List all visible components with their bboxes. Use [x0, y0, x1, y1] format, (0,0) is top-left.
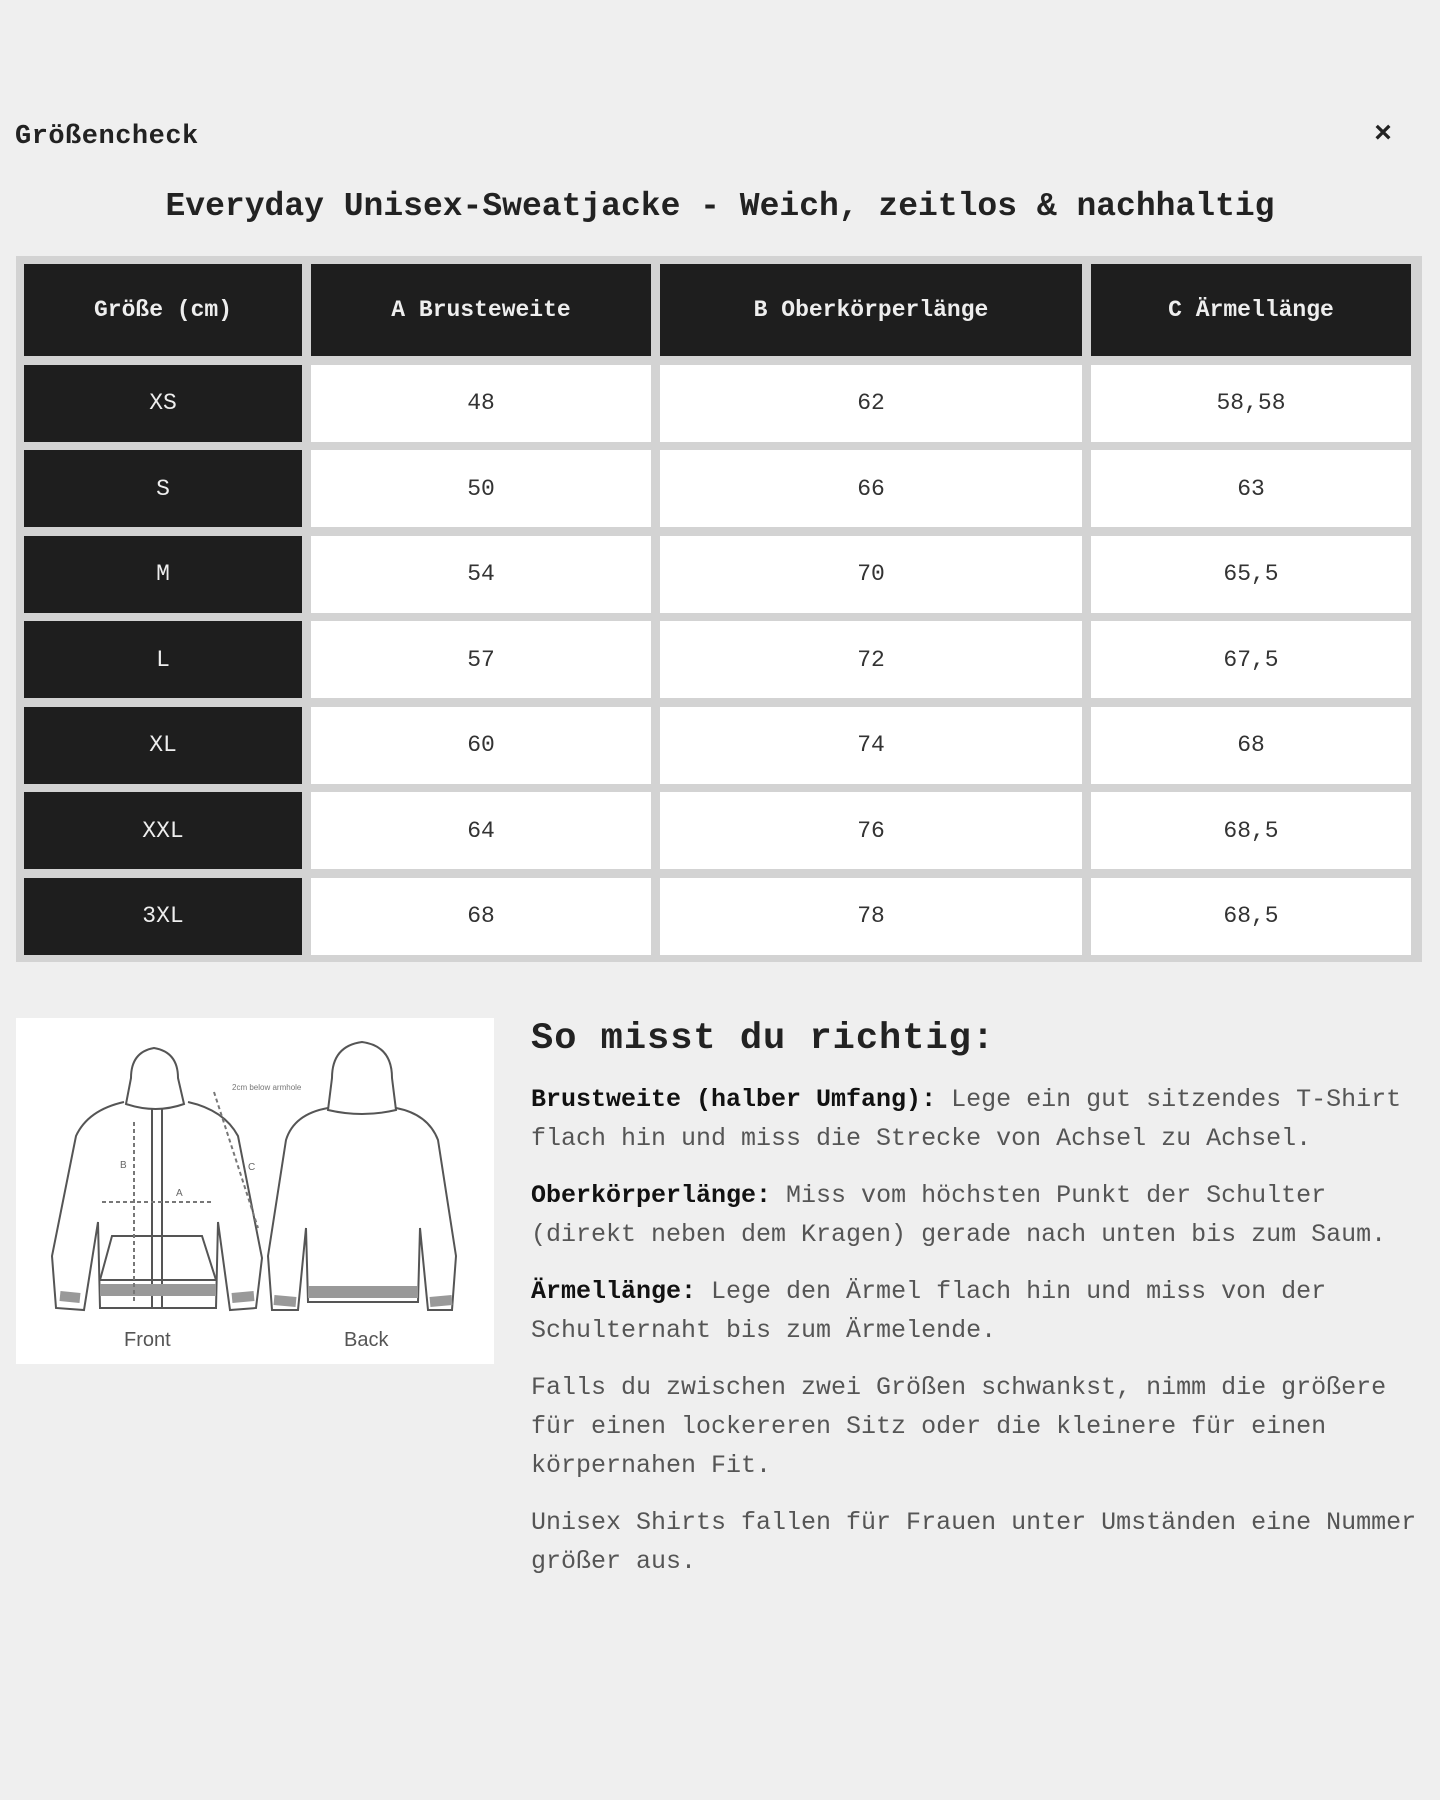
cell-chest: 54 [311, 536, 651, 613]
back-label: Back [344, 1329, 389, 1351]
size-label: XL [24, 707, 302, 784]
cell-torso: 62 [660, 365, 1082, 442]
sleeve-label: Ärmellänge: [531, 1277, 697, 1306]
size-table [16, 256, 1422, 962]
guide-title: So misst du richtig: [531, 1018, 996, 1060]
marker-c: C [248, 1162, 256, 1173]
cell-torso: 70 [660, 536, 1082, 613]
armhole-note: 2cm below armhole [232, 1083, 302, 1092]
header-sleeve: C Ärmellänge [1091, 264, 1411, 356]
header-chest: A Brusteweite [311, 264, 651, 356]
cell-sleeve: 58,58 [1091, 365, 1411, 442]
chest-label: Brustweite (halber Umfang): [531, 1085, 937, 1114]
torso-instruction [531, 1176, 1421, 1254]
front-body [52, 1102, 262, 1310]
cell-sleeve: 68,5 [1091, 878, 1411, 955]
product-title: Everyday Unisex-Sweatjacke - Weich, zeitlos & nachhaltig [165, 188, 1275, 225]
cell-sleeve: 67,5 [1091, 621, 1411, 698]
size-label: S [24, 450, 302, 527]
header-torso: B Oberkörperlänge [660, 264, 1082, 356]
cell-chest: 50 [311, 450, 651, 527]
measurement-illustration [16, 1018, 494, 1364]
cell-torso: 76 [660, 792, 1082, 869]
sleeve-text: Lege den Ärmel flach hin und miss von der Schulternaht bis zum Ärmelende. [531, 1277, 1327, 1345]
torso-label: Oberkörperlänge: [531, 1181, 772, 1210]
size-label: L [24, 621, 302, 698]
cell-sleeve: 68 [1091, 707, 1411, 784]
cell-chest: 68 [311, 878, 651, 955]
chest-instruction [531, 1080, 1421, 1158]
size-label: XS [24, 365, 302, 442]
modal-title: Größencheck [15, 122, 199, 152]
size-tip: Falls du zwischen zwei Größen schwankst, nimm die größere für einen lockereren Sitz oder die kleinere für einen körpernahen Fit. [531, 1373, 1387, 1480]
size-table-grid [24, 264, 1411, 955]
front-pocket [100, 1236, 216, 1280]
back-body [268, 1108, 456, 1310]
cell-chest: 64 [311, 792, 651, 869]
front-hood [126, 1048, 184, 1109]
cell-torso: 66 [660, 450, 1082, 527]
header-size: Größe (cm) [24, 264, 302, 356]
cell-chest: 48 [311, 365, 651, 442]
unisex-note: Unisex Shirts fallen für Frauen unter Umständen eine Nummer größer aus. [531, 1508, 1417, 1576]
marker-a: A [176, 1188, 183, 1199]
cell-chest: 57 [311, 621, 651, 698]
torso-text: Miss vom höchsten Punkt der Schulter (direkt neben dem Kragen) gerade nach unten bis zum Saum. [531, 1181, 1387, 1249]
size-label: XXL [24, 792, 302, 869]
hoodie-diagram [16, 1018, 494, 1364]
cell-sleeve: 65,5 [1091, 536, 1411, 613]
cell-chest: 60 [311, 707, 651, 784]
chest-text: Lege ein gut sitzendes T-Shirt flach hin und miss die Strecke von Achsel zu Achsel. [531, 1085, 1402, 1153]
measuring-guide [531, 1018, 1421, 1599]
cell-sleeve: 63 [1091, 450, 1411, 527]
cell-sleeve: 68,5 [1091, 792, 1411, 869]
size-label: M [24, 536, 302, 613]
cell-torso: 72 [660, 621, 1082, 698]
cell-torso: 78 [660, 878, 1082, 955]
sleeve-instruction [531, 1272, 1421, 1350]
marker-b: B [120, 1160, 127, 1171]
back-hood [328, 1042, 396, 1114]
close-icon[interactable]: × [1374, 118, 1393, 152]
cell-torso: 74 [660, 707, 1082, 784]
front-label: Front [124, 1329, 171, 1351]
size-label: 3XL [24, 878, 302, 955]
